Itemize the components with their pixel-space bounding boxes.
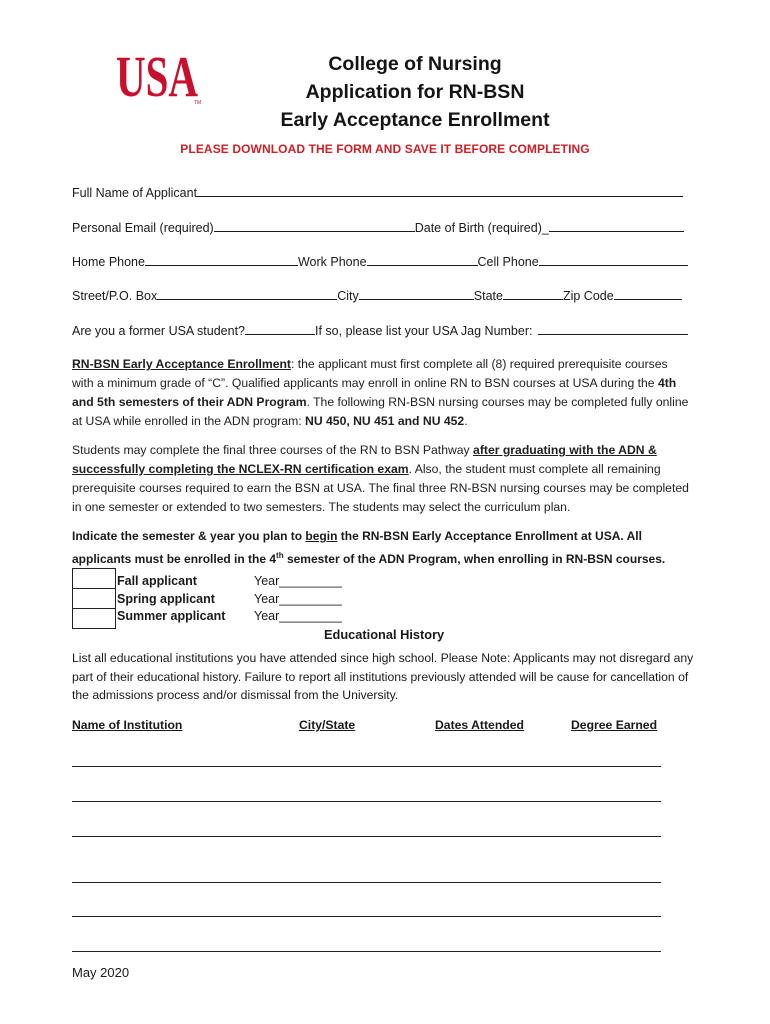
semester-checkbox-group — [72, 568, 116, 629]
form-title — [230, 50, 600, 134]
fall-label: Fall applicant — [117, 574, 197, 588]
para2-text-b: . Also, the student must complete all remaining prerequisite courses required to earn the BSN at USA. The final three RN-BSN nursing courses may be completed in one semester or extended to two semesters. The students may select the curriculum plan. — [72, 462, 689, 514]
former-student-label: Are you a former USA student? — [72, 324, 246, 338]
street-field[interactable] — [157, 287, 337, 300]
para1-text-c: . — [464, 414, 468, 428]
summer-label: Summer applicant — [117, 609, 226, 623]
former-student-row — [72, 322, 688, 338]
title-line-1: College of Nursing — [328, 53, 502, 75]
full-name-field[interactable] — [197, 184, 683, 197]
para1-text-a: : the applicant must first complete all (8) required prerequisite courses with a minimum grade of “C”. Qualified applicants may enroll in online RN to BSN courses at USA during the — [72, 357, 668, 390]
early-acceptance-paragraph — [72, 355, 692, 431]
spring-label: Spring applicant — [117, 591, 215, 606]
education-entry-line[interactable] — [72, 801, 661, 802]
col-dates-attended: Dates Attended — [435, 718, 524, 732]
para1-text-b: . The following RN-BSN nursing courses may be completed fully online at USA while enrolled in the ADN program: — [72, 395, 689, 428]
para1-courses: NU 450, NU 451 and NU 452 — [305, 414, 465, 428]
jag-number-field[interactable] — [538, 322, 688, 335]
city-label: City — [337, 289, 359, 303]
street-label: Street/P.O. Box — [72, 289, 158, 303]
jag-number-label: If so, please list your USA Jag Number: — [315, 324, 533, 338]
full-name-row — [72, 184, 683, 200]
education-entry-line[interactable] — [72, 882, 661, 883]
para2-condition: after graduating with the ADN & successfully completing the NCLEX-RN certification exam — [72, 443, 657, 476]
svg-text:USA: USA — [116, 44, 199, 106]
indicate-part2: the RN-BSN Early Acceptance Enrollment at USA. All applicants must be enrolled in the 4 — [72, 529, 642, 566]
footer-date: May 2020 — [72, 965, 130, 980]
email-row — [72, 219, 684, 235]
work-phone-label: Work Phone — [297, 255, 367, 269]
col-institution: Name of Institution — [72, 718, 183, 732]
email-label: Personal Email (required) — [72, 221, 214, 235]
dob-field[interactable] — [549, 219, 684, 232]
home-phone-field[interactable] — [145, 253, 298, 266]
col-degree-earned: Degree Earned — [571, 718, 658, 732]
phone-row — [72, 253, 688, 269]
semester-years — [254, 573, 342, 626]
education-entry-line[interactable] — [72, 951, 661, 952]
semester-labels — [117, 573, 225, 626]
download-note: PLEASE DOWNLOAD THE FORM AND SAVE IT BEFORE COMPLETING — [180, 142, 590, 156]
title-line-2: Application for RN-BSN — [305, 81, 525, 103]
spring-year-field[interactable]: Year_________ — [254, 591, 342, 606]
summer-year-field[interactable]: Year_________ — [254, 609, 342, 623]
cell-phone-label: Cell Phone — [477, 255, 539, 269]
title-line-3: Early Acceptance Enrollment — [280, 109, 550, 131]
usa-logo — [116, 44, 204, 106]
indicate-sup: th — [276, 551, 284, 560]
cell-phone-field[interactable] — [539, 253, 688, 266]
full-name-label: Full Name of Applicant — [72, 186, 198, 200]
spring-checkbox[interactable] — [72, 588, 116, 608]
indicate-part3: semester of the ADN Program, when enrolling in RN-BSN courses. — [283, 552, 666, 566]
education-entry-line[interactable] — [72, 836, 661, 837]
dob-label: Date of Birth (required)_ — [414, 221, 549, 235]
state-label: State — [473, 289, 503, 303]
indicate-begin: begin — [305, 529, 338, 543]
email-field[interactable] — [214, 219, 415, 232]
summer-checkbox[interactable] — [72, 608, 116, 629]
state-field[interactable] — [503, 287, 563, 300]
fall-year-field[interactable]: Year_________ — [254, 574, 342, 588]
address-row — [72, 287, 682, 303]
zip-field[interactable] — [614, 287, 682, 300]
education-entry-line[interactable] — [72, 766, 661, 767]
former-student-field[interactable] — [245, 322, 315, 335]
city-field[interactable] — [359, 287, 474, 300]
educational-history-heading: Educational History — [324, 627, 445, 642]
para1-semesters: 4th and 5th semesters of their ADN Program — [72, 376, 677, 409]
indicate-semester-instructions — [72, 527, 692, 569]
para2-text-a: Students may complete the final three courses of the RN to BSN Pathway — [72, 443, 474, 457]
fall-checkbox[interactable] — [72, 568, 116, 588]
education-entry-line[interactable] — [72, 916, 661, 917]
usa-logo-mark — [116, 44, 204, 106]
early-acceptance-heading: RN-BSN Early Acceptance Enrollment — [72, 357, 291, 371]
work-phone-field[interactable] — [367, 253, 478, 266]
educational-history-note: List all educational institutions you have attended since high school. Please Note: Applicants may not disregard any part of their educational history. Failure to report all institutions previously attended will be cause for cancellation of the admissions process and/or dismissal from the University. — [72, 651, 694, 702]
zip-label: Zip Code — [562, 289, 614, 303]
pathway-paragraph — [72, 441, 692, 517]
indicate-part1: Indicate the semester & year you plan to — [72, 529, 306, 543]
svg-text:TM: TM — [194, 100, 202, 106]
col-city-state: City/State — [299, 718, 356, 732]
home-phone-label: Home Phone — [72, 255, 145, 269]
